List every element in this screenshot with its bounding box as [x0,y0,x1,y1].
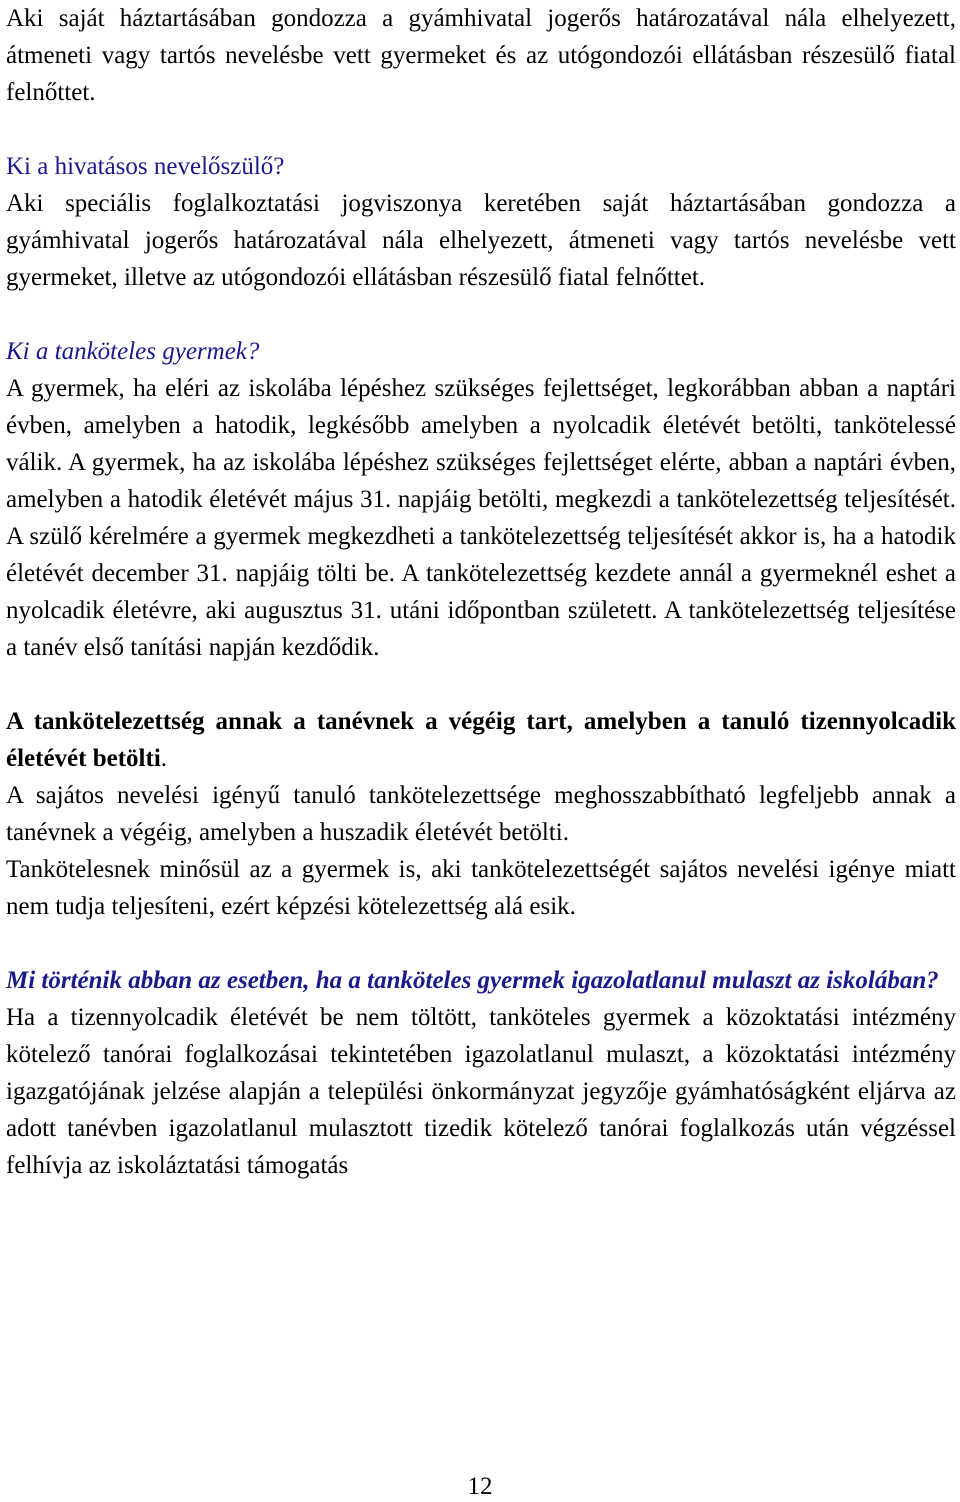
paragraph-minosul: Tankötelesnek minősül az a gyermek is, aki tankötelezettségét sajátos nevelési igénye miatt nem tudja teljesíteni, ezért képzési kötelezettség alá esik. [6,856,956,920]
bold-statement [6,703,956,777]
paragraph-hivatasos: Aki speciális foglalkoztatási jogviszonya keretében saját háztartásában gondozza a gyámhivatal jogerős határozatával nála elhelyezett, átmeneti vagy tartós nevelésbe vett gyermeket, illetve az utógondozói ellátásban részesülő fiatal felnőttet. [6,190,956,291]
heading-hivatasos-nevelőszulo: Ki a hivatásos nevelőszülő? [6,153,285,180]
heading-tankoteles-gyermek: Ki a tanköteles gyermek? [6,338,260,365]
spacer [6,666,956,703]
spacer [6,111,956,148]
bold-statement-text: A tankötelezettség annak a tanévnek a végéig tart, amelyben a tanuló tizennyolcadik életévét betölti [6,708,956,772]
page-number: 12 [467,1473,493,1500]
paragraph-intro: Aki saját háztartásában gondozza a gyámhivatal jogerős határozatával nála elhelyezett, átmeneti vagy tartós nevelésbe vett gyermeket és az utógondozói ellátásban részesülő fiatal felnőttet. [6,5,956,106]
paragraph-mulasztas: Ha a tizennyolcadik életévét be nem töltött, tanköteles gyermek a közoktatási intézmény kötelező tanórai foglalkozásai tekintetében igazolatlanul mulaszt, a közoktatási intézmény igazgatójának jelzése alapján a települési önkormányzat jegyzője gyámhatóságként eljárva az adott tanévben igazolatlanul mulasztott tizedik kötelező tanórai foglalkozás után végzéssel felhívja az iskoláztatási támogatás [6,1004,956,1179]
document-page [6,0,956,1502]
spacer [6,925,956,962]
paragraph-sajatos-nevelesi: A sajátos nevelési igényű tanuló tankötelezettsége meghosszabbítható legfeljebb annak a tanévnek a végéig, amelyben a huszadik életévét betölti. [6,782,956,846]
paragraph-tankoteles: A gyermek, ha eléri az iskolába lépéshez szükséges fejlettséget, legkorábban abban a naptári évben, amelyben a hatodik, legkésőbb amelyben a nyolcadik életévét betölti, tankötelessé válik. A gyermek, ha az iskolába lépéshez szükséges fejlettséget elérte, abban a naptári évben, amelyben a hatodik életévét május 31. napjáig betölti, megkezdi a tankötelezettség teljesítését. A szülő kérelmére a gyermek megkezdheti a tankötelezettség teljesítését akkor is, ha a hatodik életévét december 31. napjáig tölti be. A tankötelezettség kezdete annál a gyermeknél eshet a nyolcadik életévre, aki augusztus 31. utáni időpontban született. A tankötelezettség teljesítése a tanév első tanítási napján kezdődik. [6,375,956,661]
spacer [6,296,956,333]
heading-mulasztas: Mi történik abban az esetben, ha a tanköteles gyermek igazolatlanul mulaszt az iskolában? [6,967,939,994]
bold-statement-period: . [160,745,168,772]
